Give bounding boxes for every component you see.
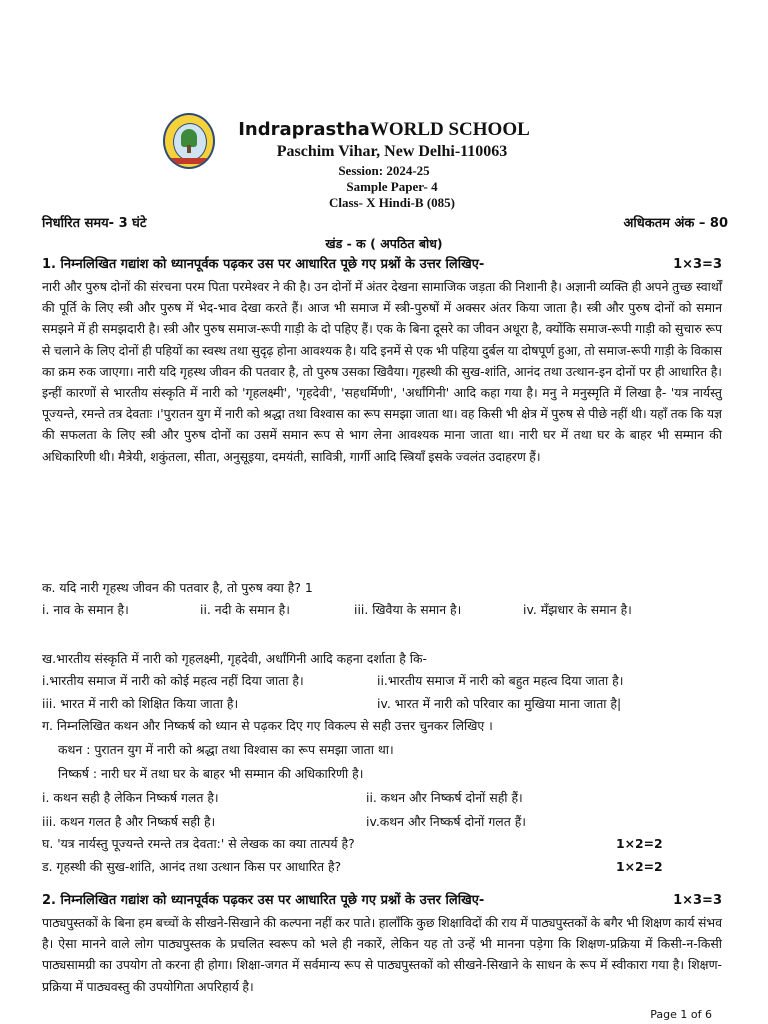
- exam-meta-row: [42, 214, 728, 234]
- q1c-option-3: iii. कथन गलत है और निष्कर्ष सही है।: [42, 814, 216, 829]
- q1-passage: नारी और पुरुष दोनों की संरचना परम पिता परमेश्वर ने की है। उन दोनों में अंतर देखना सामाजिक जड़ता की निशानी है। अज्ञानी व्यक्ति ही अपने तुच्छ स्वार्थों की पूर्ति के लिए स्त्री और पुरुष में भेद-भाव देखा करते हैं। आज भी समाज में स्त्री-पुरुषों में अक्सर अंतर किया जाता है। स्त्री और पुरुष दोनों को समान समझने में ही समझदारी है। स्त्री और पुरुष समाज-रूपी गाड़ी के दो पहिए हैं। एक के बिना दूसरे का जीवन अधूरा है, क्योंकि समाज-रूपी गाड़ी को सुचारु रूप से चलाने के लिए दोनों ही पहियों का स्वस्थ तथा सुदृढ़ होना आवश्यक है। यदि इनमें से एक भी पहिया दुर्बल या दोषपूर्ण हुआ, तो समाज-रूपी गाड़ी के विकास का क्रम रुक जाएगा। नारी यदि गृहस्थ जीवन की पतवार है, तो पुरुष उसका खिवैया। गृहस्थी की सुख-शांति, आनंद तथा उत्थान-इन दोनों पर ही आधारित है। इन्हीं कारणों से भारतीय संस्कृति में नारी को 'गृहलक्ष्मी', 'गृहदेवी', 'सहधर्मिणी', 'अर्धांगिनी' आदि कहा गया है। मनु ने मनुस्मृति में लिखा है- 'यत्र नार्यस्तु पूज्यन्ते, रमन्ते तत्र देवताः ।'पुरातन युग में नारी को श्रद्धा तथा विश्वास का रूप समझा जाता था। वह किसी भी क्षेत्र में पुरुष से पीछे नहीं थी। यहाँ तक कि यज्ञ की सफलता के लिए स्त्री और पुरुष दोनों का उसमें समान रूप से भाग लेना आवश्यक माना जाता था। नारी घर में तथा घर के बाहर भी सम्मान की अधिकारिणी थी। मैत्रेयी, शकुंतला, सीता, अनुसूइया, दमयंती, सावित्री, गार्गी आदि स्त्रियाँ इसके ज्वलंत उदाहरण हैं।: [42, 279, 722, 464]
- q1b-question: ख.भारतीय संस्कृति में नारी को गृहलक्ष्मी, गृहदेवी, अर्धांगिनी आदि कहना दर्शाता है कि-: [42, 651, 427, 666]
- q2-heading: 2. निम्नलिखित गद्यांश को ध्यानपूर्वक पढ़कर उस पर आधारित पूछे गए प्रश्नों के उत्तर लिखिए-: [42, 893, 485, 908]
- q1c-option-4: iv.कथन और निष्कर्ष दोनों गलत हैं।: [366, 814, 526, 829]
- q1a-option-1: i. नाव के समान है।: [42, 602, 129, 617]
- q1c-conclusion: निष्कर्ष : नारी घर में तथा घर के बाहर भी सम्मान की अधिकारिणी है।: [58, 766, 364, 781]
- school-name-part2: WORLD SCHOOL: [369, 119, 530, 140]
- q2-marks: 1×3=3: [673, 893, 722, 908]
- q1a-option-2: ii. नदी के समान है।: [200, 602, 290, 617]
- page-number: Page 1 of 6: [650, 1008, 712, 1021]
- sample-paper-line: Sample Paper- 4: [346, 179, 438, 194]
- q1b-option-4: iv. भारत में नारी को परिवार का मुखिया माना जाता है|: [377, 696, 622, 711]
- q1a-question: क. यदि नारी गृहस्थ जीवन की पतवार है, तो पुरुष क्या है? 1: [42, 580, 313, 595]
- max-marks: अधिकतम अंक – 80: [623, 216, 728, 231]
- q1b-option-2: ii.भारतीय समाज में नारी को बहुत महत्व दिया जाता है।: [377, 673, 624, 688]
- section-title: खंड - क ( अपठित बोध): [325, 236, 443, 251]
- q1e-marks: 1×2=2: [616, 859, 663, 874]
- q1a-option-3: iii. खिवैया के समान है।: [354, 602, 462, 617]
- q1-heading: 1. निम्नलिखित गद्यांश को ध्यानपूर्वक पढ़कर उस पर आधारित पूछे गए प्रश्नों के उत्तर लिखिए-: [42, 257, 485, 272]
- q1c-option-1: i. कथन सही है लेकिन निष्कर्ष गलत है।: [42, 790, 219, 805]
- session-line: Session: 2024-25: [338, 163, 430, 178]
- school-name: [0, 117, 768, 142]
- q1d-question: घ. 'यत्र नार्यस्तु पूज्यन्ते रमन्ते तत्र देवता:' से लेखक का क्या तात्पर्य है?: [42, 836, 355, 851]
- q1c-question: ग. निम्नलिखित कथन और निष्कर्ष को ध्यान से पढ़कर दिए गए विकल्प से सही उत्तर चुनकर लिखिए ।: [42, 718, 493, 733]
- q1-marks: 1×3=3: [673, 257, 722, 272]
- q1c-option-2: ii. कथन और निष्कर्ष दोनों सही हैं।: [366, 790, 523, 805]
- q1a-option-4: iv. मँझधार के समान है।: [523, 602, 632, 617]
- q1-heading-row: [42, 256, 722, 274]
- school-address: Paschim Vihar, New Delhi-110063: [276, 143, 508, 160]
- q1b-option-1: i.भारतीय समाज में नारी को कोई महत्व नहीं दिया जाता है।: [42, 673, 304, 688]
- q1c-statement: कथन : पुरातन युग में नारी को श्रद्धा तथा विश्वास का रूप समझा जाता था।: [58, 742, 394, 757]
- q1e-question: ड. गृहस्थी की सुख-शांति, आनंद तथा उत्थान किस पर आधारित है?: [42, 859, 342, 874]
- q2-passage: पाठ्यपुस्तकों के बिना हम बच्चों के सीखने-सिखाने की कल्पना नहीं कर पाते। हालाँकि कुछ शिक्षाविदों की राय में पाठ्यपुस्तकों के बगैर भी शिक्षण कार्य संभव है। ऐसा मानने वाले लोग पाठ्यपुस्तक के प्रचलित स्वरूप को भले ही नकारें, लेकिन यह तो उन्हें भी मानना पड़ेगा कि शिक्षण-प्रक्रिया में किसी-न-किसी पाठ्यसामग्री का उपयोग तो करना ही होगा। शिक्षा-जगत में सर्वमान्य रूप से पाठ्यपुस्तकों को सीखने-सिखाने के साधन के रूप में स्वीकारा गया है। शिक्षण-प्रक्रिया में पाठ्यवस्तु की उपयोगिता अपरिहार्य है।: [42, 915, 722, 994]
- q1d-marks: 1×2=2: [616, 836, 663, 851]
- q1b-option-3: iii. भारत में नारी को शिक्षित किया जाता है।: [42, 696, 239, 711]
- time-allowed: निर्धारित समय- 3 घंटे: [42, 216, 147, 231]
- school-name-part1: Indraprastha: [238, 119, 370, 140]
- class-subject-line: Class- X Hindi-B (085): [328, 195, 456, 210]
- q2-heading-row: [42, 892, 722, 910]
